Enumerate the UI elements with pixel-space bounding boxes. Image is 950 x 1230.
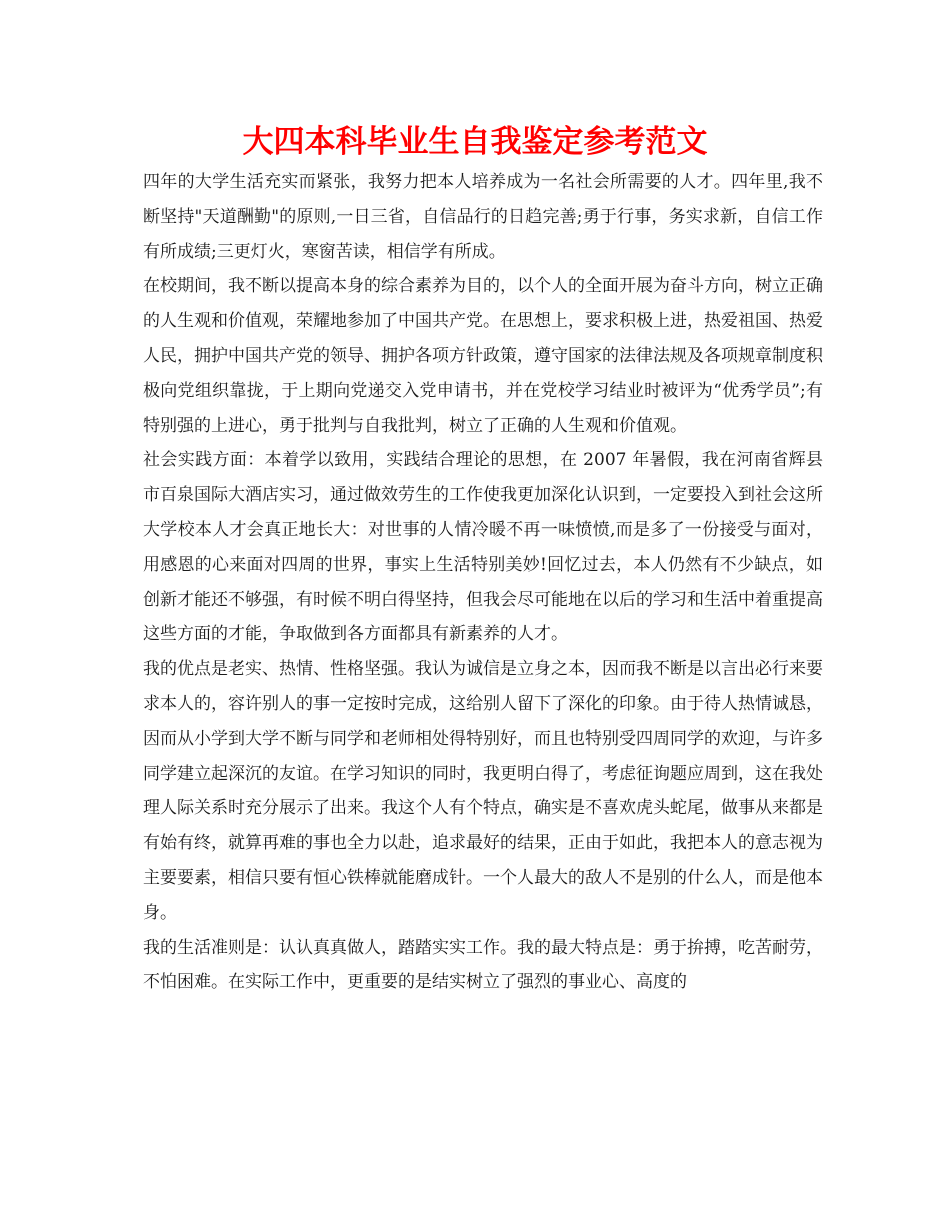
paragraph-3: 社会实践方面：本着学以致用，实践结合理论的思想，在 2007 年暑假，我在河南省辉县市百泉国际大酒店实习，通过做效劳生的工作使我更加深化认识到，一定要投入到社会这所大学校本人才会真正地长大：对世事的人情冷暖不再一味愤愤,而是多了一份接受与面对，用感恩的心来面对四周的世界，事实上生活特别美妙!回忆过去，本人仍然有不少缺点，如创新才能还不够强，有时候不明白得坚持，但我会尽可能地在以后的学习和生活中着重提高这些方面的才能，争取做到各方面都具有新素养的人才。 [143, 450, 823, 645]
paragraph-5: 我的生活准则是：认认真真做人，踏踏实实工作。我的最大特点是：勇于拚搏，吃苦耐劳，不怕困难。在实际工作中，更重要的是结实树立了强烈的事业心、高度的 [143, 937, 823, 993]
paragraph-2: 在校期间，我不断以提高本身的综合素养为目的，以个人的全面开展为奋斗方向，树立正确的人生观和价值观，荣耀地参加了中国共产党。在思想上，要求积极上进，热爱祖国、热爱人民，拥护中国共产党的领导、拥护各项方针政策，遵守国家的法律法规及各项规章制度积极向党组织靠拢，于上期向党递交入党申请书，并在党校学习结业时被评为“优秀学员”;有特别强的上进心，勇于批判与自我批判，树立了正确的人生观和价值观。 [143, 276, 823, 436]
paragraph-4: 我的优点是老实、热情、性格坚强。我认为诚信是立身之本，因而我不断是以言出必行来要求本人的，容许别人的事一定按时完成，这给别人留下了深化的印象。由于待人热情诚恳，因而从小学到大学不断与同学和老师相处得特别好，而且也特别受四周同学的欢迎，与许多同学建立起深沉的友谊。在学习知识的同时，我更明白得了，考虑征询题应周到，这在我处理人际关系时充分展示了出来。我这个人有个特点，确实是不喜欢虎头蛇尾，做事从来都是有始有终，就算再难的事也全力以赴，追求最好的结果，正由于如此，我把本人的意志视为主要要素，相信只要有恒心铁棒就能磨成针。一个人最大的敌人不是别的什么人，而是他本身。 [143, 659, 823, 923]
document-title: 大四本科毕业生自我鉴定参考范文 [242, 124, 708, 160]
paragraph-1: 四年的大学生活充实而紧张，我努力把本人培养成为一名社会所需要的人才。四年里,我不断坚持"天道酬勤"的原则,一日三省，自信品行的日趋完善;勇于行事，务实求新，自信工作有所成绩;三更灯火，寒窗苦读，相信学有所成。 [143, 172, 823, 262]
document-body [143, 165, 823, 1000]
